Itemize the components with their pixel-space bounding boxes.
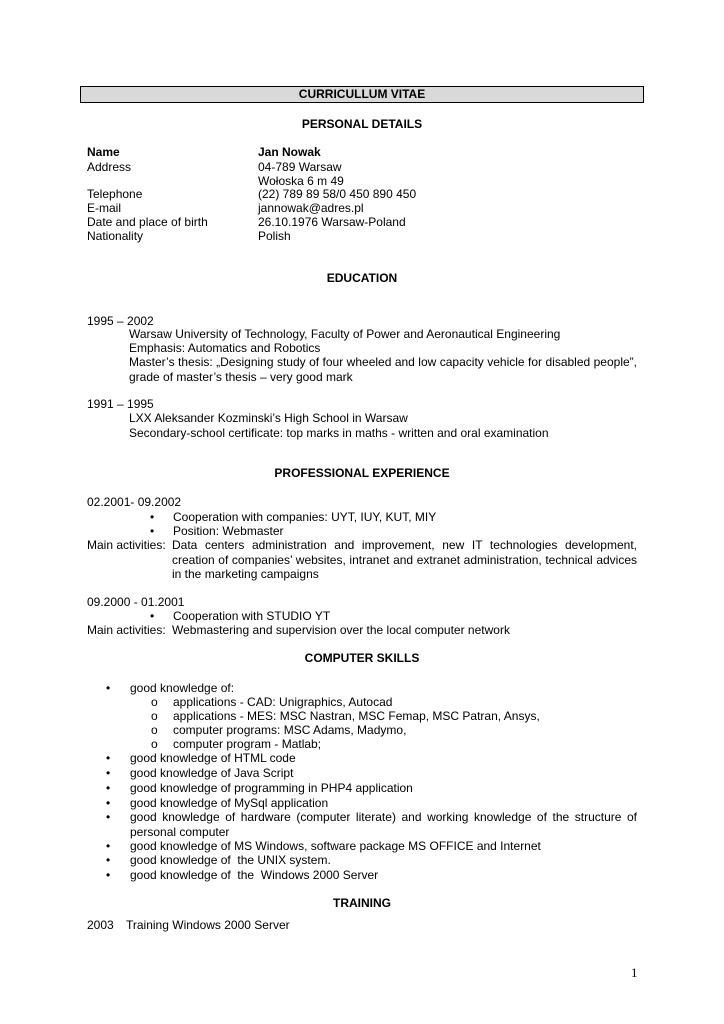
skill-item: good knowledge of Java Script [130, 766, 294, 780]
page-number: 1 [631, 965, 638, 980]
experience-bullet: Cooperation with STUDIO YT [173, 609, 331, 623]
experience-period: 02.2001- 09.2002 [87, 495, 182, 509]
name-value: Jan Nowak [258, 145, 321, 159]
experience-period: 09.2000 - 01.2001 [87, 595, 185, 609]
bullet-icon: • [106, 781, 111, 795]
address-line1: 04-789 Warsaw [258, 160, 342, 174]
bullet-icon: • [106, 766, 111, 780]
experience-bullet: Position: Webmaster [173, 524, 284, 538]
training-description: Training Windows 2000 Server [126, 918, 290, 932]
education-period: 1995 – 2002 [87, 314, 154, 328]
education-period: 1991 – 1995 [87, 397, 154, 411]
address-label: Address [87, 160, 132, 174]
education-line: Warsaw University of Technology, Faculty of Power and Aeronautical Engineering [129, 327, 561, 341]
bullet-icon: • [106, 810, 111, 824]
skill-item: good knowledge of: [130, 681, 235, 695]
circle-bullet-icon: o [151, 737, 158, 751]
email-label: E-mail [87, 201, 122, 215]
skill-subitem: applications - MES: MSC Nastran, MSC Femap, MSC Patran, Ansys, [173, 709, 540, 723]
education-heading: EDUCATION [326, 271, 398, 285]
skill-item: good knowledge of the UNIX system. [130, 853, 331, 867]
bullet-icon: • [106, 868, 111, 882]
activities-text: Data centers administration and improvement, new IT technologies development, creation of companies’ websites, intranet and extranet administration, technical advices in the marketing campaigns [172, 538, 637, 581]
skill-item: good knowledge of the Windows 2000 Server [130, 868, 379, 882]
skill-subitem: computer programs: MSC Adams, Madymo, [173, 723, 407, 737]
email-value: jannowak@adres.pl [258, 201, 364, 215]
bullet-icon: • [106, 681, 111, 695]
education-line: Emphasis: Automatics and Robotics [129, 341, 321, 355]
skill-item: good knowledge of HTML code [130, 751, 296, 765]
personal-details-heading: PERSONAL DETAILS [301, 117, 423, 131]
telephone-label: Telephone [87, 187, 143, 201]
education-line: LXX Aleksander Kozminski’s High School in Warsaw [129, 411, 408, 425]
skill-item: good knowledge of programming in PHP4 application [130, 781, 413, 795]
education-thesis: Master’s thesis: „Designing study of four wheeled and low capacity vehicle for disabled people”, grade of master’s thesis – very good mark [129, 355, 637, 384]
telephone-value: (22) 789 89 58/0 450 890 450 [258, 187, 417, 201]
skill-item: good knowledge of MS Windows, software package MS OFFICE and Internet [130, 839, 541, 853]
circle-bullet-icon: o [151, 723, 158, 737]
nationality-value: Polish [258, 229, 291, 243]
experience-bullet: Cooperation with companies: UYT, IUY, KUT, MIY [173, 510, 437, 524]
activities-label: Main activities: [87, 538, 166, 552]
training-year: 2003 [87, 918, 114, 932]
bullet-icon: • [150, 609, 155, 623]
bullet-icon: • [106, 853, 111, 867]
name-label: Name [87, 145, 120, 159]
circle-bullet-icon: o [151, 709, 158, 723]
circle-bullet-icon: o [151, 695, 158, 709]
nationality-label: Nationality [87, 229, 144, 243]
experience-heading: PROFESSIONAL EXPERIENCE [274, 466, 450, 480]
birth-value: 26.10.1976 Warsaw-Poland [258, 215, 406, 229]
birth-label: Date and place of birth [87, 215, 208, 229]
activities-label: Main activities: [87, 623, 166, 637]
education-line: Secondary-school certificate: top marks in maths - written and oral examination [129, 426, 549, 440]
training-heading: TRAINING [333, 896, 391, 910]
bullet-icon: • [106, 751, 111, 765]
activities-text: Webmastering and supervision over the local computer network [172, 623, 510, 637]
bullet-icon: • [106, 839, 111, 853]
address-line2: Wołoska 6 m 49 [258, 174, 344, 188]
skill-item: good knowledge of hardware (computer literate) and working knowledge of the structure of personal computer [130, 810, 637, 839]
bullet-icon: • [106, 796, 111, 810]
skills-heading: COMPUTER SKILLS [304, 651, 420, 665]
skill-subitem: applications - CAD: Unigraphics, Autocad [173, 695, 393, 709]
cv-title: CURRICULLUM VITAE [80, 86, 644, 103]
bullet-icon: • [150, 510, 155, 524]
skill-subitem: computer program - Matlab; [173, 737, 322, 751]
bullet-icon: • [150, 524, 155, 538]
skill-item: good knowledge of MySql application [130, 796, 329, 810]
